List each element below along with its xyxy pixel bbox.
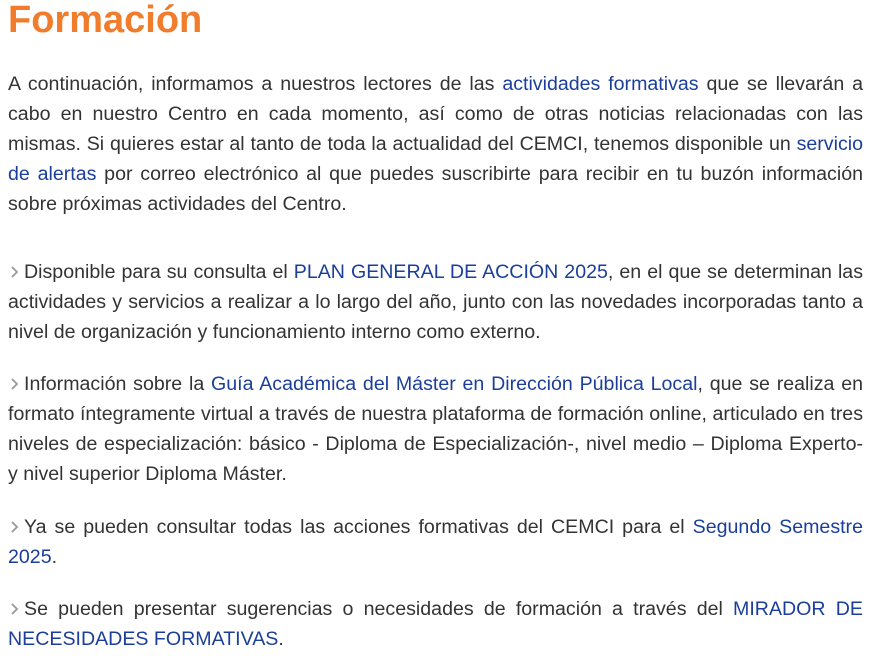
servicio-alertas-link[interactable]: servicio de alertas: [8, 133, 863, 185]
guia-academica-link[interactable]: Guía Académica del Máster en Dirección Pública Local: [211, 373, 698, 395]
news-item-text-after: , en el que se determinan las actividades y servicios a realizar a lo largo del año, junto con las novedades incorporadas tanto a nivel de organización y funcionamiento interno como externo.: [8, 261, 863, 343]
news-item-text-before: Se pueden presentar sugerencias o necesidades de formación a través del: [24, 598, 734, 620]
actividades-formativas-link[interactable]: actividades formativas: [502, 73, 699, 95]
news-item-text-after: .: [51, 546, 58, 568]
segundo-semestre-link[interactable]: Segundo Semestre 2025: [8, 516, 863, 568]
intro-text-3: por correo electrónico al que puedes suscribirte para recibir en tu buzón información sobre próximas actividades del Centro.: [8, 163, 863, 215]
news-item-text-after: .: [278, 628, 284, 650]
news-item-plan-general: [8, 257, 863, 347]
news-item-text-before: Información sobre la: [24, 373, 212, 395]
intro-text-1: A continuación, informamos a nuestros lectores de las: [8, 73, 503, 95]
news-item-guia-academica: [8, 369, 863, 489]
chevron-right-icon: [8, 377, 20, 391]
page-title: Formación: [8, 0, 203, 41]
plan-general-link[interactable]: PLAN GENERAL DE ACCIÓN 2025: [293, 261, 608, 283]
mirador-necesidades-link[interactable]: MIRADOR DE NECESIDADES FORMATIVAS: [8, 598, 863, 650]
news-item-mirador: [8, 594, 863, 654]
intro-paragraph: [8, 69, 863, 219]
news-item-text-after: , que se realiza en formato íntegramente virtual a través de nuestra plataforma de formación online, articulado en tres niveles de especialización: básico - Diploma de Especialización-, nivel medio – Diploma Experto- y nivel superior Diploma Máster.: [8, 373, 863, 485]
chevron-right-icon: [8, 520, 20, 534]
news-item-segundo-semestre: [8, 512, 863, 572]
chevron-right-icon: [8, 265, 20, 279]
news-item-text-before: Ya se pueden consultar todas las acciones formativas del CEMCI para el: [24, 516, 693, 538]
intro-text-2: que se llevarán a cabo en nuestro Centro en cada momento, así como de otras noticias relacionadas con las mismas. Si quieres estar al tanto de toda la actualidad del CEMCI, tenemos disponible un: [8, 73, 863, 155]
news-item-text-before: Disponible para su consulta el: [24, 261, 294, 283]
chevron-right-icon: [8, 602, 20, 616]
